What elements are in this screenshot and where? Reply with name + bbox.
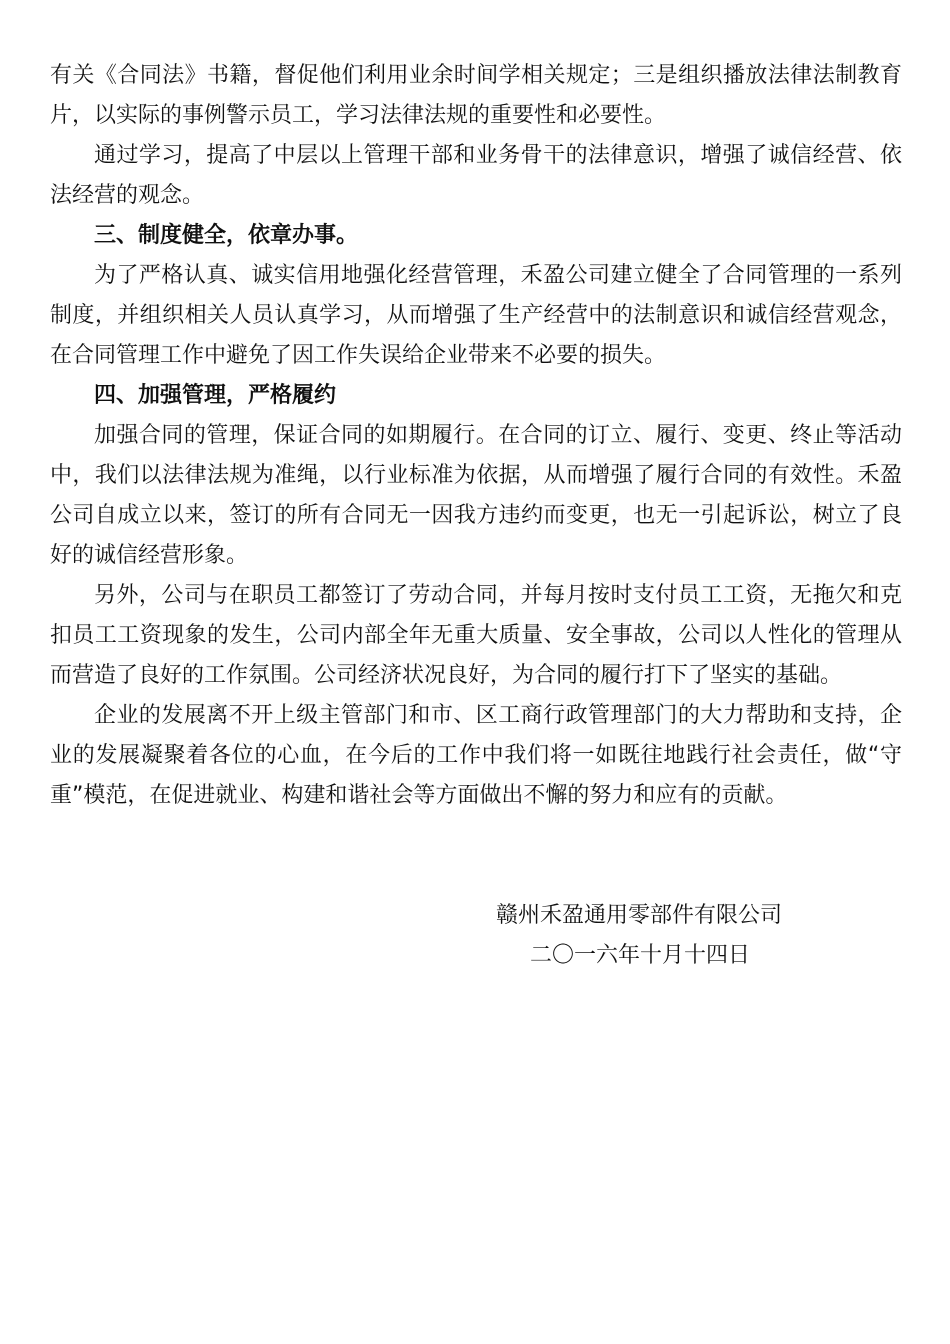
paragraph-contract-management: 加强合同的管理，保证合同的如期履行。在合同的订立、履行、变更、终止等活动中，我们以法律法规为准绳，以行业标准为依据，从而增强了履行合同的有效性。禾盈公司自成立以来，签订的所有合同无一因我方违约而变更，也无一引起诉讼，树立了良好的诚信经营形象。 bbox=[50, 423, 902, 568]
signature-block bbox=[496, 896, 796, 976]
section-heading-3: 三、制度健全，依章办事。 bbox=[94, 223, 359, 248]
paragraph-study-results: 通过学习，提高了中层以上管理干部和业务骨干的法律意识，增强了诚信经营、依法经营的观念。 bbox=[50, 143, 902, 208]
paragraph-system-building: 为了严格认真、诚实信用地强化经营管理，禾盈公司建立健全了合同管理的一系列制度，并组织相关人员认真学习，从而增强了生产经营中的法制意识和诚信经营观念，在合同管理工作中避免了因工作失误给企业带来不必要的损失。 bbox=[50, 263, 902, 368]
section-heading-4: 四、加强管理，严格履约 bbox=[94, 383, 337, 408]
signature-date: 二〇一六年十月十四日 bbox=[530, 943, 751, 968]
signature-company-name: 赣州禾盈通用零部件有限公司 bbox=[496, 903, 783, 928]
paragraph-closing: 企业的发展离不开上级主管部门和市、区工商行政管理部门的大力帮助和支持，企业的发展凝聚着各位的心血，在今后的工作中我们将一如既往地践行社会责任，做“守重”模范，在促进就业、构建和谐社会等方面做出不懈的努力和应有的贡献。 bbox=[50, 703, 902, 808]
paragraph-contract-law-study: 有关《合同法》书籍，督促他们利用业余时间学相关规定；三是组织播放法律法制教育片，以实际的事例警示员工，学习法律法规的重要性和必要性。 bbox=[50, 63, 902, 128]
document-body bbox=[50, 56, 902, 816]
paragraph-labor-contracts: 另外，公司与在职员工都签订了劳动合同，并每月按时支付员工工资，无拖欠和克扣员工工资现象的发生，公司内部全年无重大质量、安全事故，公司以人性化的管理从而营造了良好的工作氛围。公司经济状况良好，为合同的履行打下了坚实的基础。 bbox=[50, 583, 902, 688]
